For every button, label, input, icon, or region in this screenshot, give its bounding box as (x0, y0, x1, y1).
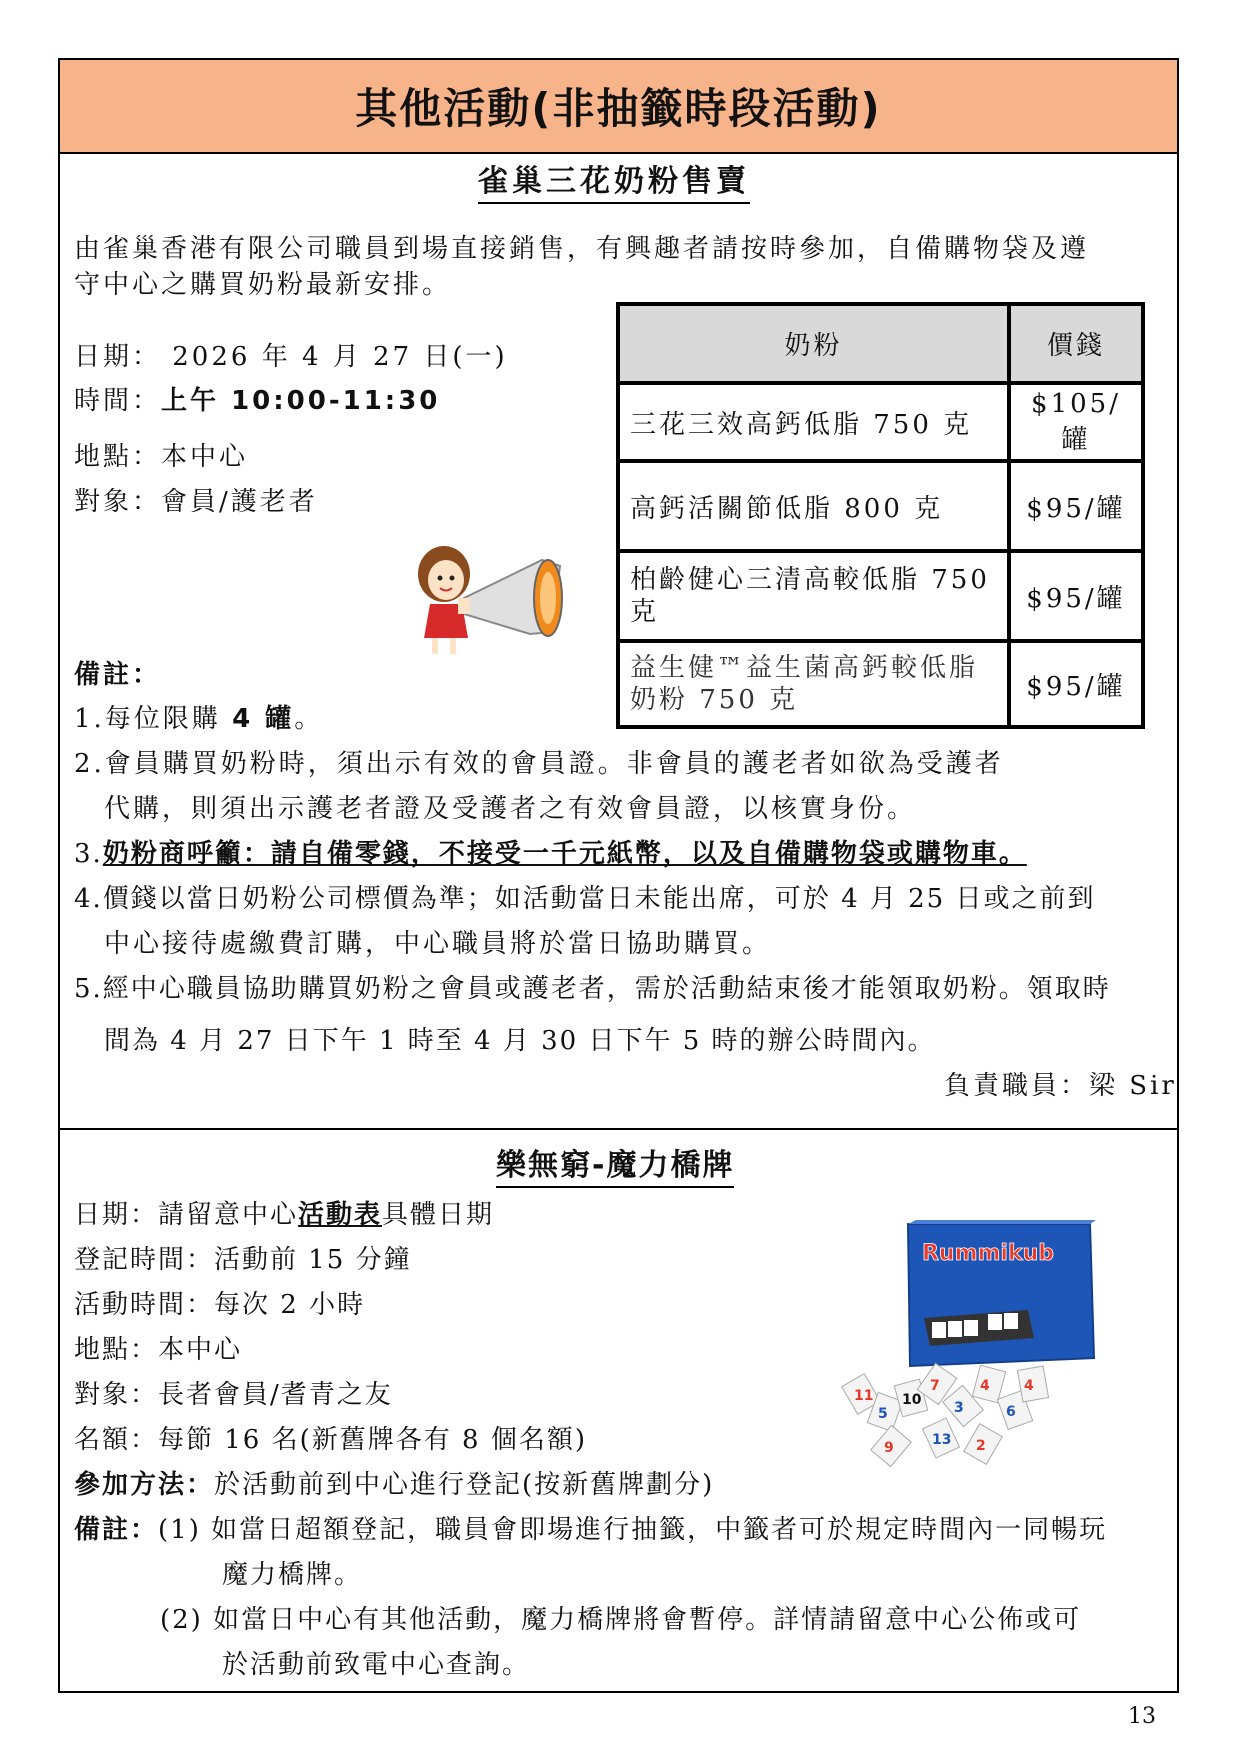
section-divider (58, 1128, 1179, 1130)
event-venue: 地點：本中心 (74, 442, 249, 472)
page-title: 其他活動(非抽籤時段活動) (355, 84, 882, 133)
remark-1: 1.每位限購 4 罐。 (74, 704, 324, 734)
svg-text:7: 7 (930, 1378, 940, 1394)
milk-name: 三花三效高鈣低脂 750 克 (618, 383, 1009, 461)
activity-target: 對象：長者會員/耆青之友 (74, 1380, 393, 1410)
column-header-milk: 奶粉 (618, 304, 1009, 383)
svg-text:5: 5 (878, 1406, 888, 1422)
intro-text-2: 守中心之購買奶粉最新安排。 (74, 270, 452, 300)
svg-text:6: 6 (1006, 1404, 1016, 1420)
remark-2: 2.會員購買奶粉時，須出示有效的會員證。非會員的護老者如欲為受護者 (74, 749, 1004, 779)
milk-price: $95/罐 (1009, 461, 1143, 551)
svg-text:9: 9 (884, 1440, 894, 1456)
remarks-label: 備註： (74, 660, 162, 690)
section-title-milk: 雀巢三花奶粉售賣 (478, 156, 750, 204)
svg-text:3: 3 (954, 1400, 964, 1416)
table-row (618, 641, 1143, 727)
milk-name: 柏齡健心三清高較低脂 750 克 (618, 551, 1009, 641)
remark-4: 4.價錢以當日奶粉公司標價為準；如活動當日未能出席，可於 4 月 25 日或之前到 (74, 884, 1096, 914)
intro-text: 由雀巢香港有限公司職員到場直接銷售，有興趣者請按時參加，自備購物袋及遵 (74, 234, 1090, 264)
svg-text:10: 10 (902, 1392, 922, 1408)
remark-4-cont: 中心接待處繳費訂購，中心職員將於當日協助購買。 (104, 929, 772, 959)
page-number: 13 (1128, 1704, 1156, 1729)
milk-name: 益生健™益生菌高鈣較低脂奶粉 750 克 (618, 641, 1009, 727)
table-row (618, 551, 1143, 641)
activity-remark-1-cont: 魔力橋牌。 (222, 1560, 363, 1590)
remark-5: 5.經中心職員協助購買奶粉之會員或護老者，需於活動結束後才能領取奶粉。領取時 (74, 974, 1111, 1004)
rummikub-game-illustration (838, 1218, 1098, 1480)
register-time: 登記時間：活動前 15 分鐘 (74, 1245, 412, 1275)
table-row (618, 461, 1143, 551)
page-header (60, 60, 1177, 154)
box-brand-text: Rummikub (921, 1241, 1055, 1266)
activity-remark-1: 備註：(1) 如當日超額登記，職員會即場進行抽籤，中籤者可於規定時間內一同暢玩 (74, 1515, 1108, 1545)
column-header-price: 價錢 (1009, 304, 1143, 383)
svg-text:4: 4 (980, 1378, 990, 1394)
activity-remark-2-cont: 於活動前致電中心查詢。 (222, 1650, 531, 1680)
remark-3: 3.奶粉商呼籲：請自備零錢，不接受一千元紙幣，以及自備購物袋或購物車。 (74, 839, 1027, 869)
join-method: 參加方法：於活動前到中心進行登記(按新舊牌劃分) (74, 1470, 715, 1500)
remark-5-cont: 間為 4 月 27 日下午 1 時至 4 月 30 日下午 5 時的辦公時間內。 (104, 1026, 936, 1056)
table-header-row (618, 304, 1143, 383)
activity-date: 日期：請留意中心活動表具體日期 (74, 1200, 495, 1230)
milk-price-table (616, 302, 1145, 729)
svg-text:13: 13 (932, 1432, 952, 1448)
activity-venue: 地點：本中心 (74, 1335, 243, 1365)
svg-text:11: 11 (854, 1388, 874, 1404)
event-date: 日期： 2026 年 4 月 27 日(一) (74, 342, 508, 372)
event-target: 對象：會員/護老者 (74, 487, 318, 517)
milk-name: 高鈣活關節低脂 800 克 (618, 461, 1009, 551)
activity-quota: 名額：每節 16 名(新舊牌各有 8 個名額) (74, 1425, 587, 1455)
activity-duration: 活動時間：每次 2 小時 (74, 1290, 366, 1320)
milk-price: $95/罐 (1009, 641, 1143, 727)
remark-2-cont: 代購，則須出示護老者證及受護者之有效會員證，以核實身份。 (104, 794, 917, 824)
event-time: 時間：上午 10:00-11:30 (74, 386, 441, 416)
activity-remark-2: (2) 如當日中心有其他活動，魔力橋牌將會暫停。詳情請留意中心公佈或可 (160, 1605, 1082, 1635)
staff-in-charge: 負責職員：梁 Sir (944, 1071, 1177, 1101)
table-row (618, 383, 1143, 461)
milk-price: $105/罐 (1009, 383, 1143, 461)
milk-price: $95/罐 (1009, 551, 1143, 641)
svg-text:4: 4 (1024, 1378, 1034, 1394)
section-title-rummikub: 樂無窮-魔力橋牌 (496, 1140, 734, 1188)
svg-text:2: 2 (976, 1438, 986, 1454)
megaphone-girl-illustration (412, 532, 572, 662)
